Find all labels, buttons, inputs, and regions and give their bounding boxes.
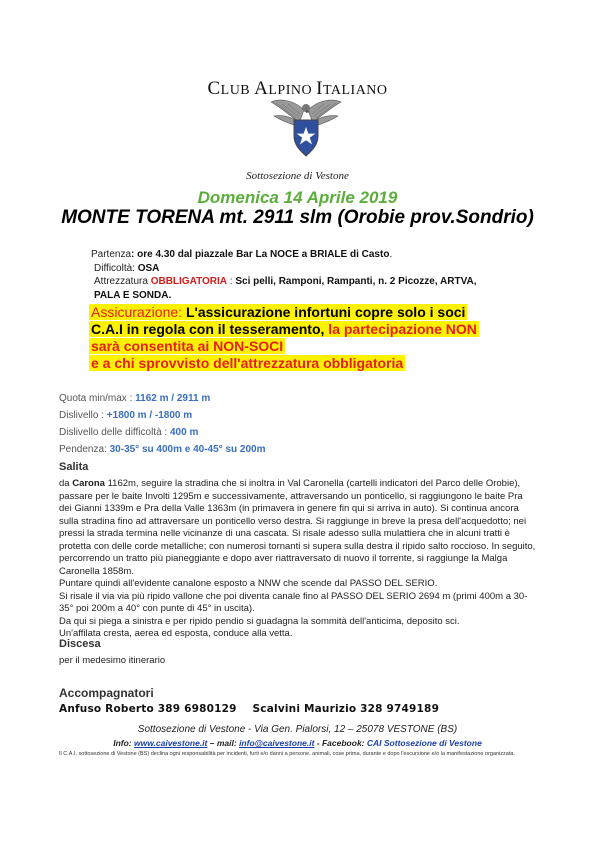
- pendenza-value: 30-35° su 400m e 40-45° su 200m: [109, 444, 266, 455]
- salita-text: [59, 478, 537, 641]
- email-link[interactable]: info@caivestone.it: [239, 738, 315, 748]
- pendenza-line: [59, 444, 265, 455]
- discesa-heading: Discesa: [59, 638, 101, 650]
- salita-main: 1162m, seguire la stradina che si inoltra in Val Caronella (cartelli indicatori del Parco delle Orobie), passare per le baite Involti 1295m e successivamente, attraversando un ponticello, si raggiungono le baite Pra dei Gianni 1339m e Pra della Valle 1363m (in primavera in genere fin qui si arriva in auto). Si continua ancora sulla stradina fino ad attraversare un ponticello verso destra. Si raggiunge in breve la presa dell'acquedotto; nei pressi la strada termina nelle vicinanze di una cascata. Si risale adesso sulla mulattiera che in alcuni tratti è protetta con delle corde metalliche; con numerosi tornanti si supera sulla destra il ripido salto roccioso. In seguito, percorrendo un tratto più pianeggiante e dopo aver riattraversato di nuovo il torrente, si raggiunge la Malga Caronella 1858m.: [59, 478, 536, 577]
- salita-p4: Da qui si piega a sinistra e per ripido pendio si guadagna la sommità dell'anticima, deposito sci.: [59, 615, 460, 627]
- website-link[interactable]: www.caivestone.it: [134, 738, 208, 748]
- attrezzatura-value-2: PALA E SONDA.: [94, 290, 172, 301]
- salita-intro: da: [59, 478, 73, 489]
- facebook-link[interactable]: CAI Sottosezione di Vestone: [366, 738, 482, 748]
- assicurazione-block: [89, 304, 479, 372]
- partenza-label: Partenza: [91, 249, 132, 260]
- footer-mail-label: – mail:: [209, 738, 237, 748]
- club-title-a: A: [254, 78, 269, 99]
- club-title-i: I: [316, 78, 323, 99]
- dislivello-label: Dislivello :: [59, 410, 105, 421]
- assicurazione-line1: L'assicurazione infortuni copre solo i soci: [185, 304, 466, 320]
- accompagnatore-1: Anfuso Roberto 389 6980129: [59, 703, 237, 715]
- dislivello-value: +1800 m / -1800 m: [106, 410, 193, 421]
- difficolta-value: OSA: [137, 263, 160, 274]
- attrezzatura-line: Attrezzatura OBBLIGATORIA : Sci pelli, Ramponi, Rampanti, n. 2 Picozze, ARTVA,: [94, 276, 477, 287]
- footer-contacts: [0, 738, 595, 748]
- partenza-value: ore 4.30 dal piazzale Bar La NOCE a BRIALE di Casto: [137, 249, 390, 260]
- attrezzatura-required: OBBLIGATORIA: [150, 276, 227, 287]
- attrezzatura-value: Sci pelli, Ramponi, Rampanti, n. 2 Picozze, ARTVA,: [235, 276, 477, 287]
- disclaimer: Il C.A.I. sottosezione di Vestone (BS) declina ogni responsabilità per incidenti, furti e/o danni a persone, animali, cose prima, durante e dopo l'escursione e/o la manifestazione organizzata.: [59, 751, 515, 757]
- difficolta-line: [94, 263, 159, 274]
- assicurazione-line2b: la partecipazione NON: [328, 321, 477, 337]
- salita-p5: Un'affilata cresta, aerea ed esposta, conduce alla vetta.: [59, 628, 293, 639]
- salita-heading: Salita: [59, 461, 89, 473]
- quota-line: [59, 393, 210, 404]
- quota-value: 1162 m / 2911 m: [135, 393, 211, 404]
- assicurazione-line3: sarà consentita ai NON-SOCI: [91, 338, 284, 354]
- event-title: MONTE TORENA mt. 2911 slm (Orobie prov.Sondrio): [61, 207, 534, 228]
- accompagnatori-list: [59, 703, 451, 715]
- dislivello-line: [59, 410, 192, 421]
- attrezzatura-line-2: [94, 290, 171, 301]
- discesa-text: per il medesimo itinerario: [59, 655, 166, 666]
- club-title-c-rest: LUB: [220, 83, 255, 98]
- salita-p3: Si risale il via via più ripido vallone che poi diventa canale fino al PASSO DEL SERIO 2694 m (primi 400m a 30-35° poi 200m a 40° con punte di 45° in uscita).: [59, 590, 528, 614]
- assicurazione-label: Assicurazione:: [91, 304, 183, 320]
- footer-info-label: Info:: [113, 738, 132, 748]
- sottosezione-label: Sottosezione di Vestone: [246, 170, 349, 182]
- attrezzatura-label: Attrezzatura: [94, 276, 148, 287]
- dislivello-difficolta-label: Dislivello delle difficoltà :: [59, 427, 168, 438]
- assicurazione-line4: e a chi sprovvisto dell'attrezzatura obbligatoria: [91, 355, 404, 371]
- partenza-line: Partenza: ore 4.30 dal piazzale Bar La NOCE a BRIALE di Casto.: [91, 249, 393, 260]
- accompagnatore-2: Scalvini Maurizio 328 9749189: [252, 703, 440, 715]
- event-date: Domenica 14 Aprile 2019: [197, 188, 398, 207]
- quota-label: Quota min/max :: [59, 393, 133, 404]
- assicurazione-line2a: C.A.I in regola con il tesseramento,: [91, 321, 325, 337]
- club-title-a-rest: LPINO: [268, 83, 317, 98]
- salita-start: Carona: [72, 478, 105, 489]
- dislivello-difficolta-value: 400 m: [169, 427, 199, 438]
- club-title-i-rest: TALIANO: [322, 83, 388, 98]
- cai-eagle-logo: [270, 96, 342, 158]
- footer-address: Sottosezione di Vestone - Via Gen. Pialorsi, 12 – 25078 VESTONE (BS): [137, 724, 458, 735]
- dislivello-difficolta-line: [59, 427, 198, 438]
- difficolta-label: Difficoltà:: [94, 263, 135, 274]
- club-title-c: C: [207, 78, 221, 99]
- footer-fb-label: - Facebook:: [316, 738, 365, 748]
- pendenza-label: Pendenza:: [59, 444, 107, 455]
- salita-p2: Puntare quindi all'evidente canalone esposto a NNW che scende dal PASSO DEL SERIO.: [59, 578, 438, 589]
- accompagnatori-heading: Accompagnatori: [59, 686, 154, 700]
